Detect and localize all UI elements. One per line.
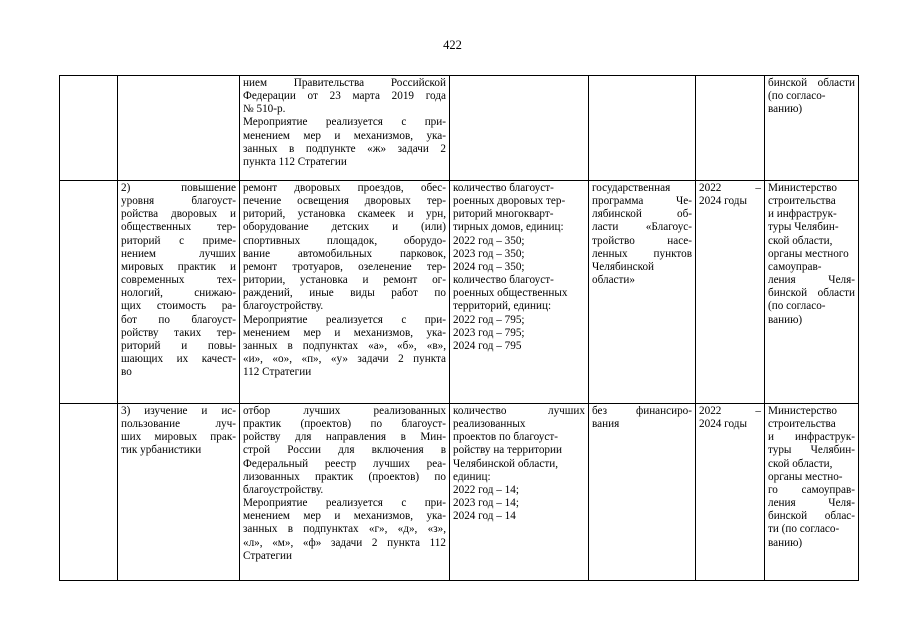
text-line: самоуправ- bbox=[768, 260, 822, 273]
text-line: ремонт тротуаров, озеленение тер- bbox=[243, 260, 446, 273]
text-line: риторий с приме- bbox=[121, 234, 236, 247]
text-line: ванию) bbox=[768, 103, 803, 116]
text-line: пользование луч- bbox=[121, 418, 236, 431]
text-line: Стратегии bbox=[243, 549, 293, 562]
text-line: 2022 год – 350; bbox=[453, 234, 525, 247]
activity-cell bbox=[240, 76, 450, 181]
measures-table bbox=[59, 75, 859, 581]
text-line: щих стоимость ра- bbox=[121, 300, 236, 313]
text-line: занных в подпункте «ж» задачи 2 bbox=[243, 142, 446, 155]
text-line: во bbox=[121, 366, 132, 379]
text-line: пункта 112 Стратегии bbox=[243, 155, 347, 168]
text-line: 2024 год – 14 bbox=[453, 510, 516, 523]
text-line: отбор лучших реализованных bbox=[243, 405, 446, 417]
text-line: 3) изучение и ис- bbox=[121, 405, 236, 417]
text-line: количество лучших bbox=[453, 405, 585, 417]
text-line: Челябинской bbox=[592, 260, 655, 273]
text-line: нологий, снижаю- bbox=[121, 287, 236, 300]
indicator-cell bbox=[450, 181, 589, 404]
text-line: 2024 годы bbox=[699, 195, 747, 208]
funding-source-cell bbox=[589, 404, 696, 581]
responsible-cell bbox=[765, 76, 859, 181]
text-line: шающих их качест- bbox=[121, 353, 236, 366]
activity-cell bbox=[240, 181, 450, 404]
text-line: ской области, bbox=[768, 457, 833, 470]
text-line: ской области, bbox=[768, 234, 833, 247]
text-line: раждений, иные виды работ по bbox=[243, 287, 446, 300]
text-line: ванию) bbox=[768, 313, 803, 326]
text-line: количество благоуст- bbox=[453, 182, 554, 194]
text-line: Мероприятие реализуется с при- bbox=[243, 116, 446, 129]
text-line: строй России для включения в bbox=[243, 444, 446, 457]
text-line: нием Правительства Российской bbox=[243, 77, 446, 89]
text-line: «и», «о», «п», «у» задачи 2 пункта bbox=[243, 353, 446, 366]
text-line: 2022 – bbox=[699, 182, 761, 194]
text-line: (по согласо- bbox=[768, 300, 826, 313]
funding-source-cell bbox=[589, 76, 696, 181]
text-line: мировых практик и bbox=[121, 260, 236, 273]
text-line: лябинской об- bbox=[592, 208, 692, 221]
text-line: Министерство bbox=[768, 182, 837, 194]
text-line: бинской области bbox=[768, 287, 855, 300]
text-line: вания bbox=[592, 418, 620, 431]
text-line: органы местного bbox=[768, 247, 849, 260]
number-cell bbox=[60, 76, 118, 181]
text-line: менением мер и механизмов, ука- bbox=[243, 326, 446, 339]
text-line: туры Челябин- bbox=[768, 221, 839, 234]
text-line: риторий многокварт- bbox=[453, 208, 554, 221]
text-line: занных в подпунктах «г», «д», «з», bbox=[243, 523, 446, 536]
text-line: 2022 год – 795; bbox=[453, 313, 525, 326]
text-line: бинской области bbox=[768, 77, 855, 89]
text-line: общественных тер- bbox=[121, 221, 236, 234]
text-line: области» bbox=[592, 274, 635, 287]
table-row bbox=[60, 404, 859, 581]
funding-source-cell bbox=[589, 181, 696, 404]
text-line: 2024 год – 795 bbox=[453, 339, 522, 352]
text-line: современных тех- bbox=[121, 274, 236, 287]
text-line: и инфраструк- bbox=[768, 431, 855, 444]
text-line: роенных дворовых тер- bbox=[453, 195, 566, 208]
text-line: спортивных площадок, оборудо- bbox=[243, 234, 446, 247]
responsible-cell bbox=[765, 181, 859, 404]
table-row bbox=[60, 76, 859, 181]
text-line: 2023 год – 14; bbox=[453, 497, 519, 510]
text-line: органы местно- bbox=[768, 470, 843, 483]
table-row bbox=[60, 181, 859, 404]
text-line: лизованных практик (проектов) по bbox=[243, 470, 446, 483]
text-line: ройству таких тер- bbox=[121, 326, 236, 339]
text-line: «л», «м», «ф» задачи 2 пункта 112 bbox=[243, 536, 446, 549]
text-line: благоустройству. bbox=[243, 300, 324, 313]
text-line: 2023 год – 350; bbox=[453, 247, 525, 260]
text-line: (по согласо- bbox=[768, 90, 826, 103]
text-line: Министерство bbox=[768, 405, 837, 417]
page-number: 422 bbox=[443, 38, 462, 52]
text-line: бот по благоуст- bbox=[121, 313, 236, 326]
number-cell bbox=[60, 404, 118, 581]
text-line: и инфраструк- bbox=[768, 208, 837, 221]
text-line: ройству для направления в Мин- bbox=[243, 431, 446, 444]
text-line: ления Челя- bbox=[768, 497, 855, 510]
text-line: территорий, единиц: bbox=[453, 300, 552, 313]
text-line: Челябинской области, bbox=[453, 457, 559, 470]
text-line: риторий и повы- bbox=[121, 339, 236, 352]
text-line: государственная bbox=[592, 182, 671, 194]
indicator-cell bbox=[450, 404, 589, 581]
text-line: 2024 год – 350; bbox=[453, 260, 525, 273]
text-line: менением мер и механизмов, ука- bbox=[243, 510, 446, 523]
task-cell bbox=[118, 181, 240, 404]
text-line: строительства bbox=[768, 418, 836, 431]
task-cell bbox=[118, 76, 240, 181]
text-line: ройства дворовых и bbox=[121, 208, 236, 221]
text-line: оборудование детских и (или) bbox=[243, 221, 446, 234]
text-line: туры Челябин- bbox=[768, 444, 855, 457]
number-cell bbox=[60, 181, 118, 404]
text-line: ти (по согласо- bbox=[768, 523, 840, 536]
text-line: тирных домов, единиц: bbox=[453, 221, 564, 234]
text-line: роенных общественных bbox=[453, 287, 568, 300]
task-cell bbox=[118, 404, 240, 581]
text-line: ремонт дворовых проездов, обес- bbox=[243, 182, 446, 194]
text-line: Мероприятие реализуется с при- bbox=[243, 313, 446, 326]
activity-cell bbox=[240, 404, 450, 581]
text-line: го самоуправ- bbox=[768, 483, 855, 496]
text-line: менением мер и механизмов, ука- bbox=[243, 129, 446, 142]
text-line: ванию) bbox=[768, 536, 803, 549]
text-line: ления Челя- bbox=[768, 274, 855, 287]
text-line: тройство насе- bbox=[592, 234, 692, 247]
text-line: уровня благоуст- bbox=[121, 195, 236, 208]
text-line: занных в подпунктах «а», «б», «в», bbox=[243, 339, 446, 352]
responsible-cell bbox=[765, 404, 859, 581]
deadline-cell bbox=[696, 181, 765, 404]
text-line: 112 Стратегии bbox=[243, 366, 312, 379]
text-line: ласти «Благоус- bbox=[592, 221, 692, 234]
text-line: реализованных bbox=[453, 418, 526, 431]
text-line: 2) повышение bbox=[121, 182, 236, 194]
text-line: № 510-р. bbox=[243, 103, 286, 116]
text-line: Мероприятие реализуется с при- bbox=[243, 497, 446, 510]
text-line: бинской облас- bbox=[768, 510, 855, 523]
text-line: ших мировых прак- bbox=[121, 431, 236, 444]
text-line: печение освещения дворовых тер- bbox=[243, 195, 446, 208]
text-line: 2023 год – 795; bbox=[453, 326, 525, 339]
indicator-cell bbox=[450, 76, 589, 181]
text-line: количество благоуст- bbox=[453, 274, 554, 287]
text-line: нением лучших bbox=[121, 247, 236, 260]
text-line: практик (проектов) по благоуст- bbox=[243, 418, 446, 431]
text-line: тик урбанистики bbox=[121, 444, 202, 457]
text-line: Федеральный реестр лучших реа- bbox=[243, 457, 446, 470]
deadline-cell bbox=[696, 404, 765, 581]
text-line: проектов по благоуст- bbox=[453, 431, 558, 444]
text-line: 2022 – bbox=[699, 405, 761, 417]
text-line: единиц: bbox=[453, 470, 491, 483]
text-line: ленных пунктов bbox=[592, 247, 692, 260]
text-line: без финансиро- bbox=[592, 405, 692, 417]
deadline-cell bbox=[696, 76, 765, 181]
text-line: 2022 год – 14; bbox=[453, 483, 519, 496]
text-line: благоустройству. bbox=[243, 483, 324, 496]
text-line: вание автомобильных парковок, bbox=[243, 247, 446, 260]
text-line: 2024 годы bbox=[699, 418, 747, 431]
text-line: ройству на территории bbox=[453, 444, 563, 457]
text-line: ритории, установка и ремонт ог- bbox=[243, 274, 446, 287]
text-line: Федерации от 23 марта 2019 года bbox=[243, 90, 446, 103]
text-line: строительства bbox=[768, 195, 836, 208]
text-line: программа Че- bbox=[592, 195, 692, 208]
text-line: риторий, установка скамеек и урн, bbox=[243, 208, 446, 221]
